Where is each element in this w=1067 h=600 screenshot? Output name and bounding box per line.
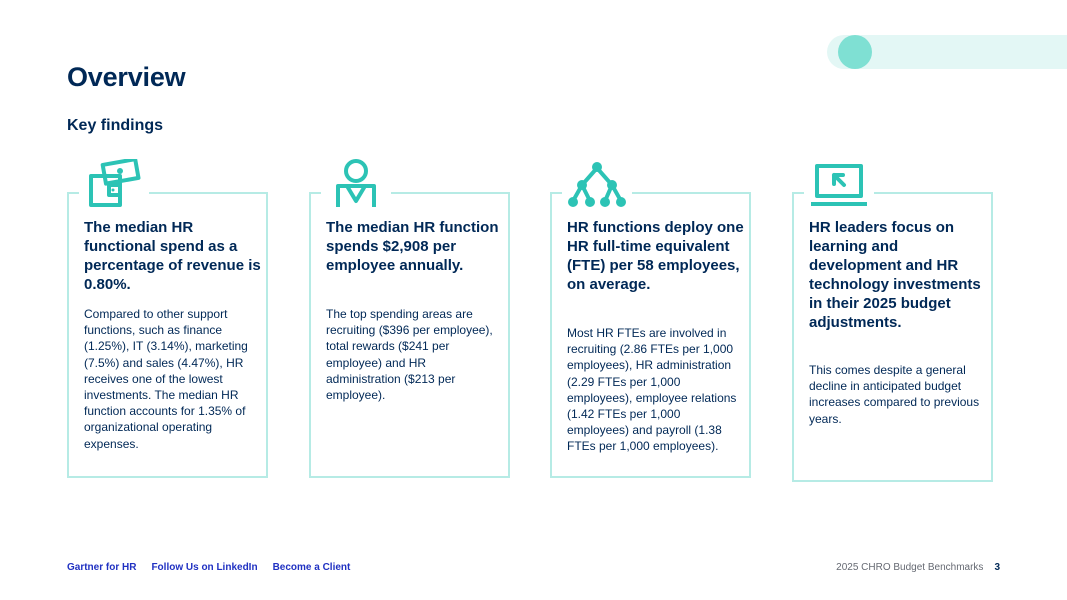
footer-link-gartner-for-hr[interactable]: Gartner for HR: [67, 562, 137, 573]
finding-card-3: [550, 192, 751, 478]
page-title: Overview: [67, 62, 186, 92]
card-headline: The median HR function spends $2,908 per employee annually.: [326, 219, 499, 274]
report-title: 2025 CHRO Budget Benchmarks: [836, 562, 984, 573]
card-body-wrap: [567, 325, 742, 455]
card-body: Compared to other support functions, such as finance (1.25%), IT (3.14%), marketing (7.5%) and sales (4.47%), HR receives one of the lowest investments. The median HR function accounts for 1.35% of organizational operating expenses.: [84, 307, 248, 451]
footer-link-linkedin[interactable]: Follow Us on LinkedIn: [151, 562, 258, 573]
footer-link-become-client[interactable]: Become a Client: [272, 562, 351, 573]
card-body-wrap: [326, 306, 498, 403]
finding-card-1: [67, 192, 268, 478]
card-body-wrap: [84, 306, 256, 452]
decorative-dot: [838, 35, 872, 69]
section-subtitle: Key findings: [67, 117, 164, 134]
finding-card-4: [792, 192, 993, 482]
card-body: Most HR FTEs are involved in recruiting (2.86 FTEs per 1,000 employees), HR administration (2.29 FTEs per 1,000 employees), employee relations (1.42 FTEs per 1,000 employees) and payroll (1.38 FTEs per 1,000 employees).: [567, 326, 737, 454]
page-number: 3: [994, 562, 1000, 573]
person-icon: [321, 158, 391, 212]
footer-links: [67, 562, 350, 573]
card-body-wrap: [809, 362, 984, 427]
card-headline: HR leaders focus on learning and development and HR technology investments in their 2025 budget adjustments.: [809, 219, 981, 331]
money-wallet-icon: [79, 158, 149, 212]
footer-info: [836, 562, 1000, 573]
card-headline: HR functions deploy one HR full-time equivalent (FTE) per 58 employees, on average.: [567, 219, 744, 293]
card-body: The top spending areas are recruiting ($396 per employee), total rewards ($241 per employee) and HR administration ($213 per employee).: [326, 307, 493, 403]
card-body: This comes despite a general decline in anticipated budget increases compared to previous years.: [809, 363, 980, 426]
card-headline: The median HR functional spend as a percentage of revenue is 0.80%.: [84, 219, 261, 293]
laptop-icon: [804, 158, 874, 212]
org-tree-icon: [562, 158, 632, 212]
finding-card-2: [309, 192, 510, 478]
